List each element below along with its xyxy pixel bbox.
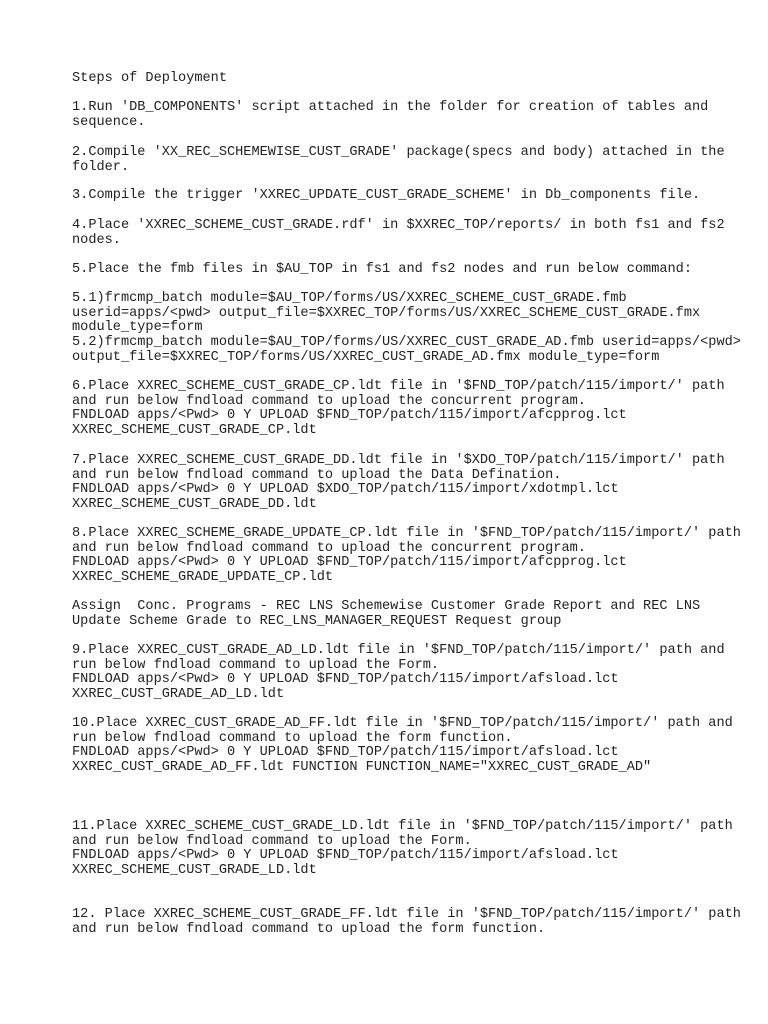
text-line: and run below fndload command to upload the concurrent program. bbox=[72, 540, 586, 556]
text-line: 11.Place XXREC_SCHEME_CUST_GRADE_LD.ldt file in '$FND_TOP/patch/115/import/' path bbox=[72, 819, 733, 834]
paragraph bbox=[72, 454, 725, 513]
text-line: 8.Place XXREC_SCHEME_GRADE_UPDATE_CP.ldt file in '$FND_TOP/patch/115/import/' path bbox=[72, 526, 741, 541]
text-line: FNDLOAD apps/<Pwd> 0 Y UPLOAD $FND_TOP/patch/115/import/afcpprog.lct bbox=[72, 408, 627, 424]
text-line: userid=apps/<pwd> output_file=$XXREC_TOP/forms/US/XXREC_SCHEME_CUST_GRADE.fmx bbox=[72, 305, 701, 321]
text-line: run below fndload command to upload the Form. bbox=[72, 657, 440, 673]
text-line: 12. Place XXREC_SCHEME_CUST_GRADE_FF.ldt file in '$FND_TOP/patch/115/import/' path bbox=[72, 907, 741, 922]
text-line: FNDLOAD apps/<Pwd> 0 Y UPLOAD $FND_TOP/patch/115/import/afsload.lct bbox=[72, 848, 619, 864]
text-line: Update Scheme Grade to REC_LNS_MANAGER_REQUEST Request group bbox=[72, 613, 562, 629]
paragraph bbox=[72, 644, 725, 703]
paragraph bbox=[72, 380, 725, 439]
text-line: XXREC_SCHEME_CUST_GRADE_DD.ldt bbox=[72, 496, 317, 512]
paragraph bbox=[72, 263, 692, 278]
text-line: FNDLOAD apps/<Pwd> 0 Y UPLOAD $FND_TOP/patch/115/import/afcpprog.lct bbox=[72, 555, 627, 571]
text-line: and run below fndload command to upload the concurrent program. bbox=[72, 393, 586, 409]
paragraph bbox=[72, 527, 741, 586]
document-title bbox=[72, 72, 227, 87]
paragraph bbox=[72, 101, 708, 130]
text-line: sequence. bbox=[72, 114, 146, 130]
text-line: Assign Conc. Programs - REC LNS Schemewise Customer Grade Report and REC LNS bbox=[72, 599, 701, 614]
paragraph bbox=[72, 600, 700, 629]
text-line: 5.Place the fmb files in $AU_TOP in fs1 and fs2 nodes and run below command: bbox=[72, 262, 692, 277]
text-line: XXREC_SCHEME_CUST_GRADE_LD.ldt bbox=[72, 862, 317, 878]
text-line: and run below fndload command to upload the Data Defination. bbox=[72, 467, 562, 483]
text-line: FNDLOAD apps/<Pwd> 0 Y UPLOAD $FND_TOP/patch/115/import/afsload.lct bbox=[72, 672, 619, 688]
text-line: and run below fndload command to upload the form function. bbox=[72, 921, 546, 937]
text-line: and run below fndload command to upload the Form. bbox=[72, 833, 472, 849]
text-line: run below fndload command to upload the form function. bbox=[72, 730, 513, 746]
text-line: output_file=$XXREC_TOP/forms/US/XXREC_CUST_GRADE_AD.fmx module_type=form bbox=[72, 349, 660, 365]
text-line: 4.Place 'XXREC_SCHEME_CUST_GRADE.rdf' in $XXREC_TOP/reports/ in both fs1 and fs2 bbox=[72, 218, 725, 233]
paragraph bbox=[72, 908, 741, 937]
paragraph bbox=[72, 189, 700, 204]
text-line: 5.1)frmcmp_batch module=$AU_TOP/forms/US/XXREC_SCHEME_CUST_GRADE.fmb bbox=[72, 291, 627, 306]
text-line: XXREC_CUST_GRADE_AD_LD.ldt bbox=[72, 686, 285, 702]
paragraph bbox=[72, 146, 725, 175]
text-line: FNDLOAD apps/<Pwd> 0 Y UPLOAD $FND_TOP/patch/115/import/afsload.lct bbox=[72, 745, 619, 761]
text-line: 3.Compile the trigger 'XXREC_UPDATE_CUST_GRADE_SCHEME' in Db_components file. bbox=[72, 188, 701, 203]
title-line: Steps of Deployment bbox=[72, 71, 227, 86]
text-line: FNDLOAD apps/<Pwd> 0 Y UPLOAD $XDO_TOP/patch/115/import/xdotmpl.lct bbox=[72, 482, 619, 498]
text-line: 1.Run 'DB_COMPONENTS' script attached in the folder for creation of tables and bbox=[72, 100, 709, 115]
text-line: 5.2)frmcmp_batch module=$AU_TOP/forms/US/XXREC_CUST_GRADE_AD.fmb userid=apps/<pwd> bbox=[72, 334, 741, 350]
text-line: XXREC_CUST_GRADE_AD_FF.ldt FUNCTION FUNCTION_NAME="XXREC_CUST_GRADE_AD" bbox=[72, 759, 652, 775]
text-line: XXREC_SCHEME_GRADE_UPDATE_CP.ldt bbox=[72, 569, 334, 585]
paragraph bbox=[72, 717, 733, 776]
text-line: 9.Place XXREC_CUST_GRADE_AD_LD.ldt file in '$FND_TOP/patch/115/import/' path and bbox=[72, 643, 725, 658]
text-line: 7.Place XXREC_SCHEME_CUST_GRADE_DD.ldt file in '$XDO_TOP/patch/115/import/' path bbox=[72, 453, 725, 468]
text-line: 10.Place XXREC_CUST_GRADE_AD_FF.ldt file in '$FND_TOP/patch/115/import/' path and bbox=[72, 716, 733, 731]
paragraph bbox=[72, 820, 733, 879]
paragraph bbox=[72, 292, 741, 365]
text-line: nodes. bbox=[72, 232, 121, 248]
text-line: 6.Place XXREC_SCHEME_CUST_GRADE_CP.ldt file in '$FND_TOP/patch/115/import/' path bbox=[72, 379, 725, 394]
text-line: module_type=form bbox=[72, 320, 203, 336]
text-line: folder. bbox=[72, 159, 130, 175]
text-line: 2.Compile 'XX_REC_SCHEMEWISE_CUST_GRADE' package(specs and body) attached in the bbox=[72, 145, 725, 160]
paragraph bbox=[72, 219, 725, 248]
text-line: XXREC_SCHEME_CUST_GRADE_CP.ldt bbox=[72, 422, 317, 438]
